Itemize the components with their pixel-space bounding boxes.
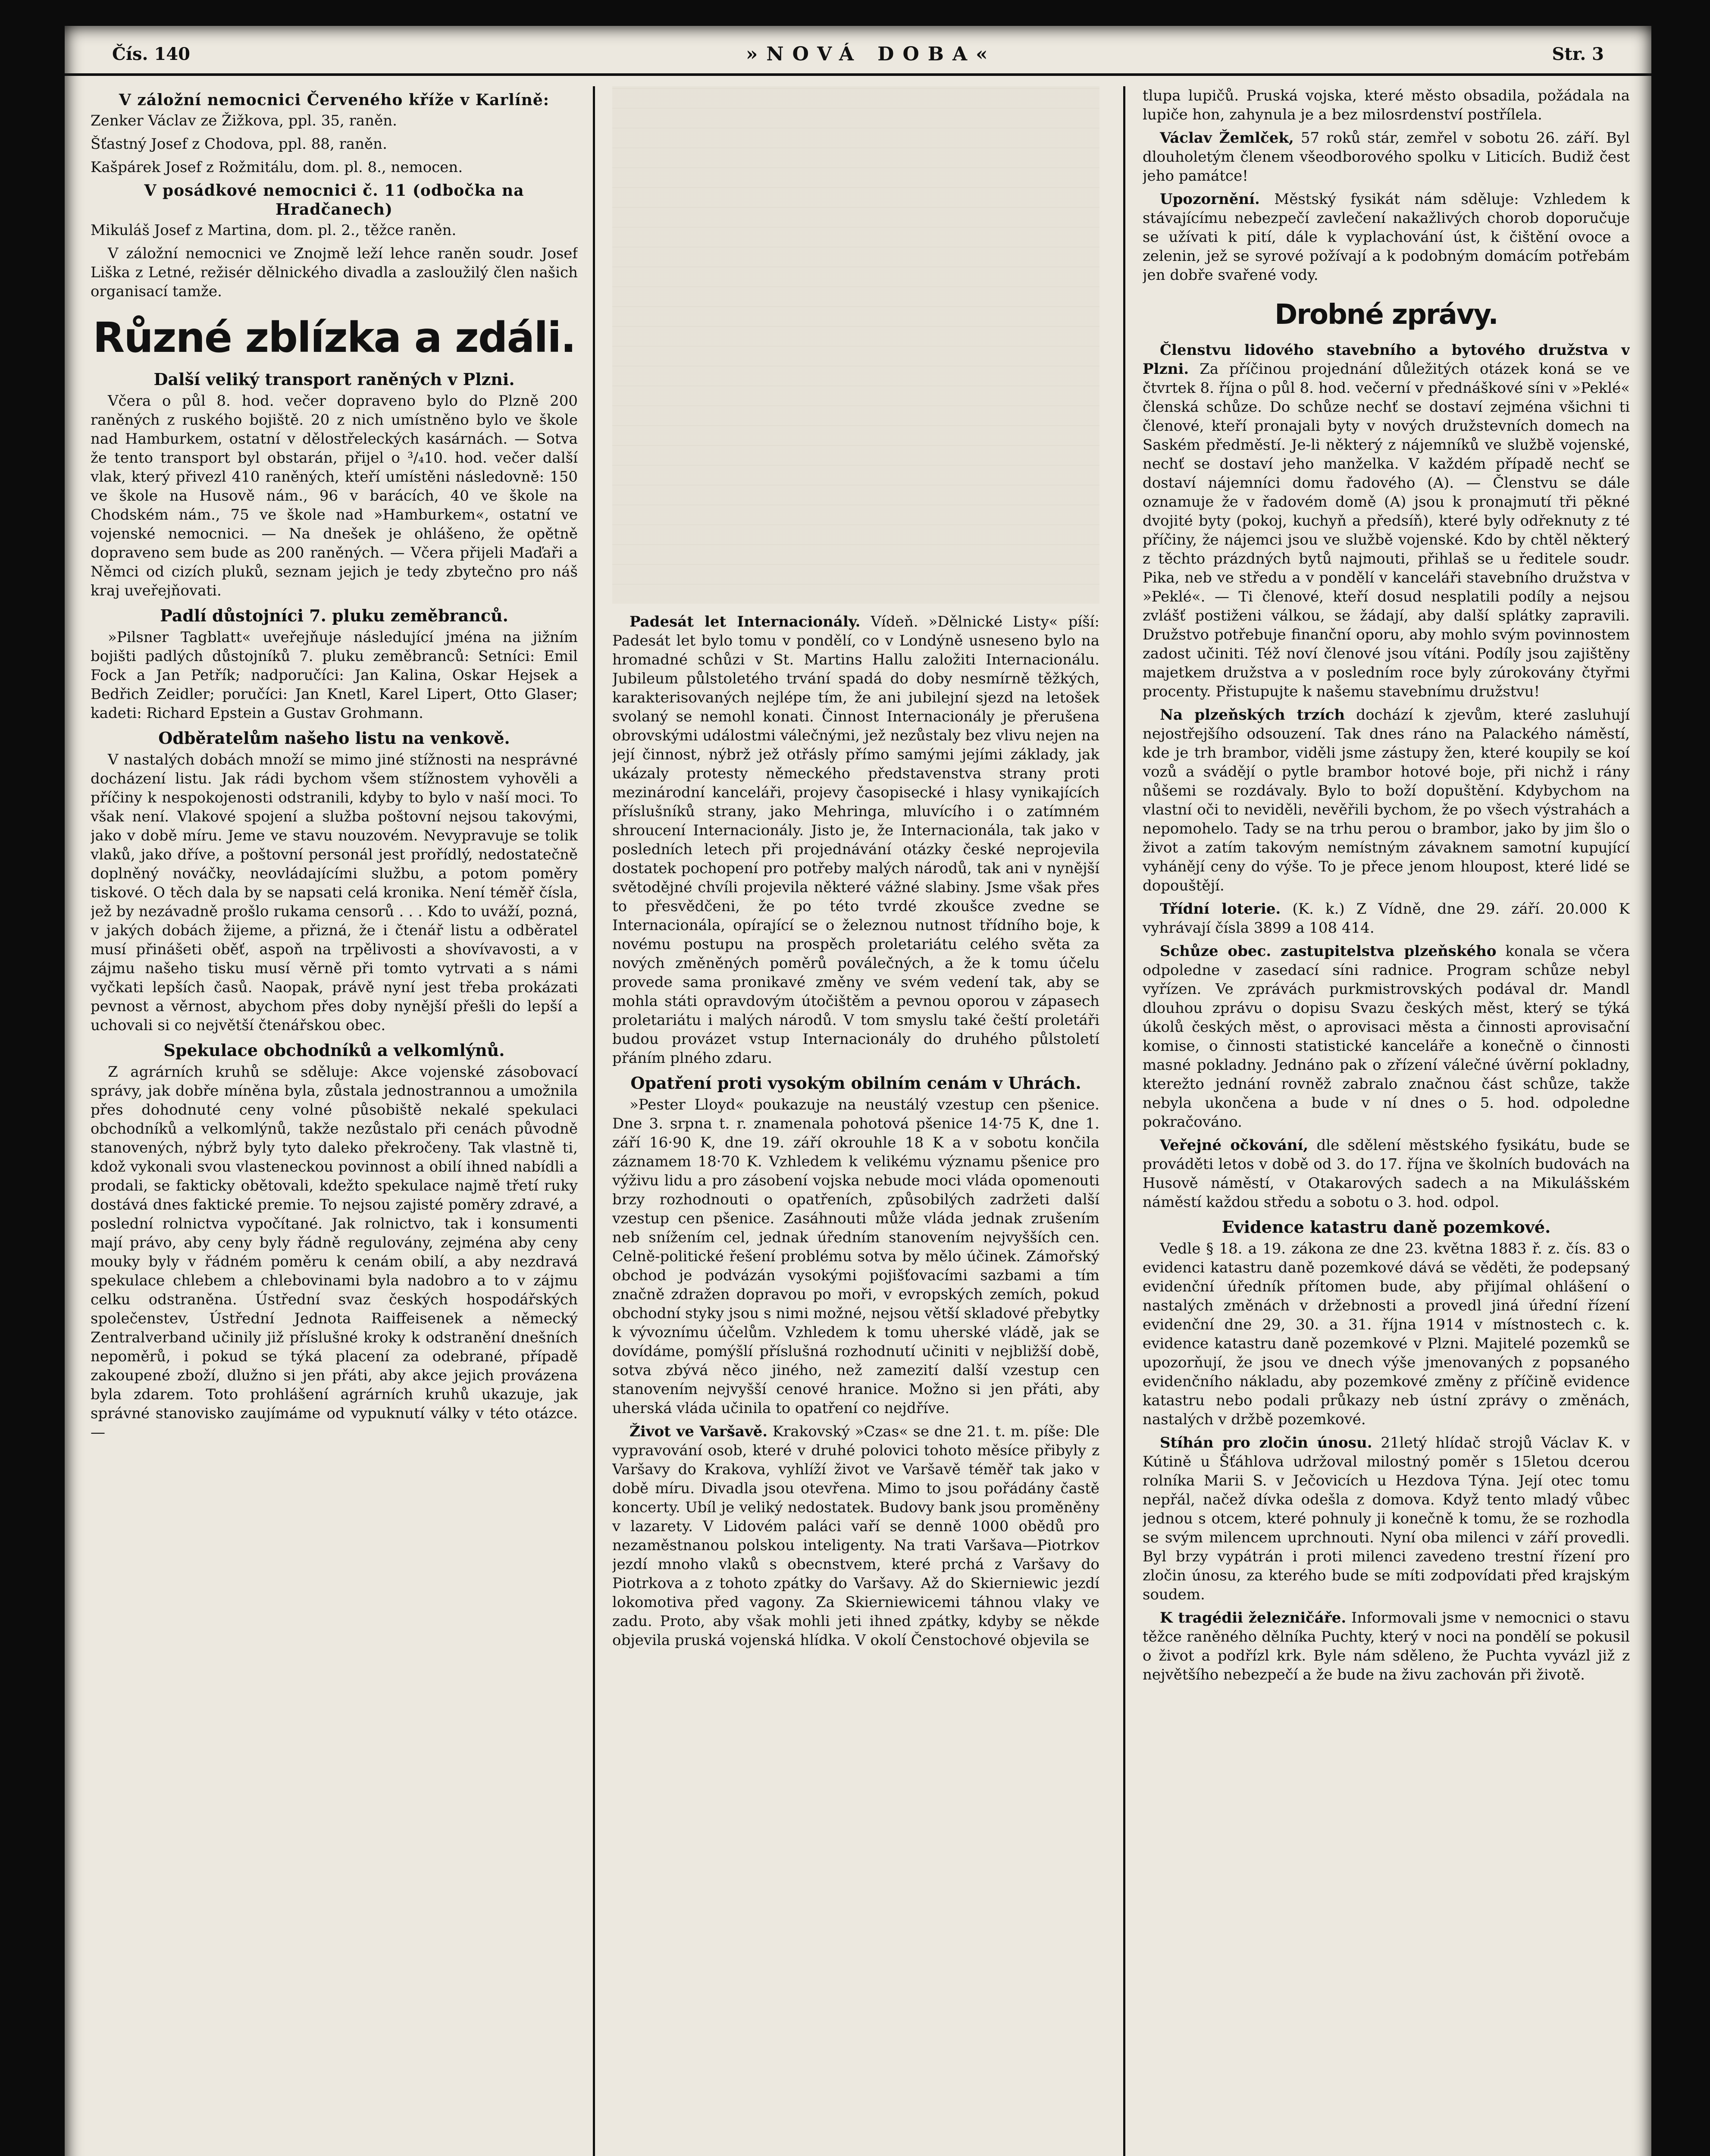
section-title: Drobné zprávy. (1275, 299, 1498, 331)
article-body: Z agrárních kruhů se sděluje: Akce vojenské zásobovací správy, jak dobře míněna byla, zůstala jednostrannou a umožnila přes dohodnuté ceny volné působiště nekalé spekulaci obchodníků a velkomlýnů, takže nezůstalo při cenách původně stanovených, nýbrž byly tyto daleko překročeny. Tak vlastně ti, kdož vykonali svou vlasteneckou povinnost a obilí ihned nabídli a prodali, se fakticky obětovali, kdežto spekulace najmě třetí ruky dostává dnes faktické premie. To nejsou zajisté poměry zdravé, a poslední rolnictva vypočítané. Jak rolnictvo, tak i konsumenti mají právo, aby ceny byly řádně regulovány, zejména aby ceny mouky byly v řádném poměru k cenám obilí, a aby nezdravá spekulace chlebem a chlebovinami byla nadobro a to v zájmu celku odstraněna. Ústřední svaz českých hospodářských společenstev, Ústřední Jednota Raiffeisenek a německý Zentralverband učinily již příslušné kroky k odstranění dnešních nepoměrů, i pokud se týká placení za odebrané, případě zakoupené zboží, dlužno si jen přáti, aby akce jejich provázena byla zdarem. Toto prohlášení agrárních kruhů ukazuje, jak správné stanovisko zaujímáme od vypuknutí války v této otázce. — (91, 1063, 578, 1441)
columns (65, 86, 1651, 2156)
article-headline: Opatření proti vysokým obilním cenám v Uhrách. (630, 1073, 1081, 1093)
article-text: Za příčinou projednání důležitých otázek koná se ve čtvrtek 8. října o půl 8. hod. večerní v přednáškové síni v »Peklé« členská schůze. Do schůze nechť se dostaví zejména všichni ti členové, kteří pronajali byty v nových družstevních domech na Saském předměstí. Je-li některý z nájemníků ve službě vojenské, nechť se dostaví jeho manželka. V každém případě nechť se dostaví nájemníci domu řadového (A). — Členstvu se dále oznamuje že v řadovém domě (A) jsou k pronajmutí tři pěkné dvojité byty (pokoj, kuchyň a předsíň), které byly odřeknuty z té příčiny, že nájemci jsou ve službě vojenské. Kdo by chtěl některý z těchto prázdných bytů najmouti, přihlaš se u ředitele soudr. Pika, neb ve středu a v pondělí v kanceláři stavebního družstva v »Peklé«. — Ti členové, kteří dosud nesplatili podíly a nejsou zvlášť postiženi válkou, se žádají, aby další splátky zapravili. Družstvo potřebuje finanční oporu, aby mohlo svým povinnostem zadost učiniti. Též noví členové jsou vítáni. Podíly jsou zajištěny majetkem družstva a v posledním roce byly zúrokovány čtyřmi procenty. Přistupujte k našemu stavebnímu družstvu! (1143, 360, 1630, 700)
article-body (612, 1422, 1099, 1650)
hospital-heading: V záložní nemocnici Červeného kříže v Karlíně: (119, 91, 550, 109)
section-title: Různé zblízka a zdáli. (93, 313, 576, 362)
article-headline: Evidence katastru daně pozemkové. (1221, 1217, 1551, 1237)
article-text: dochází k zjevům, které zasluhují nejostřejšího odsouzení. Tak dnes ráno na Palackého náměstí, kde je trh brambor, viděli jsme zástupy žen, které koupily se koí vozů a svádějí o pytle brambor hotové boje, při nichž i rány nůšemi se rozdávaly. Bylo to boží dopuštění. Kdybychom na vlastní oči to neviděli, nevěřili bychom, že po všech výstrahách a nepomohelo. Tady se na trhu perou o brambor, jako by jim šlo o život a zatím takovým nemístným závaknem samotní kupující vyhánějí ceny do výše. To je přece jenom hloupost, které lidé se dopouštějí. (1143, 706, 1630, 894)
article-text: Krakovský »Czas« se dne 21. t. m. píše: Dle vypravování osob, které v druhé polovici tohoto měsíce přibyly z Varšavy do Krakova, vyhlíží život ve Varšavě téměř tak jako v době míru. Divadla jsou otevřena. Mimo to jsou pořádány častě koncerty. Ubíl je veliký nedostatek. Budovy bank jsou proměněny v lazarety. V Lidovém paláci vaří se denně 1000 obědů pro nezaměstnanou polskou inteligenty. Na trati Varšava—Piotrkov jezdí mnoho vlaků s obecnstvem, které prchá z Varšavy do Piotrkova a z tohoto zpátky do Varšavy. Až do Skierniewic jezdí lokomotiva před vagony. Za Skierniewicemi táhnou vlaky ve zadu. Proto, aby však mohli jeti ihned zpátky, kdyby se někde objevila pruská vojenská hlídka. V okolí Čenstochové objevila se (612, 1423, 1099, 1649)
article-text: konala se včera odpoledne v zasedací síni radnice. Program schůze nebyl vyřízen. Ve zprávách purkmistrovských podával dr. Mandl dlouhou zprávu o dopisu Svazu českých měst, který se týká úkolů českých měst, o aprovisaci města a činnosti aprovisační komise, o činnosti statistické kanceláře a konečně o činnosti masné pokladny. Jednáno pak o zřízení válečné úvěrní pokladny, kterežto jednání rovněž zabralo značnou část schůze, takže nebyla ukončena a bude v ní dnes o 5. hod. odpoledne pokračováno. (1143, 943, 1630, 1131)
article-body (1143, 341, 1630, 701)
article-body: »Pester Lloyd« poukazuje na neustálý vzestup cen pšenice. Dne 3. srpna t. r. znamenala pohotová pšenice 14·75 K, dne 1. září 16·90 K, dne 19. září okrouhle 18 K a v sobotu končila záznamem 18·70 K. Vzhledem k velikému významu pšenice pro výživu lidu a pro zásobení vojska nebude moci vláda opomenouti brzy rozhodnouti o opatřeních, způsobilých zadržeti další vzestup cen pšenice. Zasáhnouti může vláda jednak zrušením neb snížením cel, jednak úředním stanovením nejvyšších cen. Celně-politické řešení problému sotva by mělo účinek. Zámořský obchod je podvázán vysokými pojišťovacími sazbami a tím značně zdražen dopravou po moři, v evropských zemích, pokud obchodní styky jsou s nimi možné, nejsou větší skladové přebytky k vývoznímu účelům. Vzhledem k tomu uherské vládě, jak se dovídáme, pomýšlí příslušná rozhodnutí učiniti v nejbližší době, sotva zbývá něco jiného, než zamezití další vzestup cen stanovením nejvyšší cenové hranice. Možno si jen přáti, aby uherská vláda učinila to opatření co nejdříve. (612, 1096, 1099, 1417)
article-headline: Schůze obec. zastupitelstva plzeňského (1160, 943, 1497, 960)
article-text: Vídeň. »Dělnické Listy« píší: Padesát let bylo tomu v pondělí, co v Londýně usneseno bylo na hromadné schůzi v St. Martins Hallu založiti Internacionálu. Jubileum půlstoletého trvání spadá do doby nesmírně těžkých, karakterisovaných nejlépe tím, že ani jubilejní sjezd na letošek svolaný se nemohl konati. Činnost Internacionály je přerušena obrovskými událostmi válečnými, jež nezůstaly bez vlivu nejen na její činnost, nýbrž jež otřásly přímo samými jejími základy, jak ukázaly protesty německého představenstva strany proti mezinárodní kanceláři, projevy časopisecké i hlasy vynikajících příslušníků strany, jako Mehringa, mluvícího i o zatímném shroucení Internacionály. Jisto je, že Internacionála, tak jako v posledních letech při projednávání otázky české neprojevila dostatek pochopení pro potřeby malých národů, tak ani v nynější světodějné chvíli projevila některé vážné slabiny. Jsme však přes to přesvědčeni, že po této tvrdé zkoušce zvedne se Internacionála, opírající se o železnou nutnost třídního boje, k novému postupu na prospěch proletariátu celého světa za nových změněných poměrů poválečných, a že k tomu účelu provede sama pronikavé změny ve svém vedení tak, aby se mohla státi opravdovým útočištěm a pevnou oporou v zápasech proletariátu i malých národů. V tom smyslu také čeští proletáři budou provázet vstup Internacionály do druhého půlstoletí přáním plného zdaru. (612, 613, 1099, 1067)
article-text: 21letý hlídač strojů Václav K. v Kútině u Šťáhlova udržoval milostný poměr s 15letou dcerou rolníka Marii S. v Ječovicích u Hezdova Týna. Její otec tomu nepřál, načež dívka odešla z domova. Když tento mladý vůbec jednou s otcem, které pohnuly ji konečně k tomu, že se rozhodla se svým milencem uprchnouti. Nyní oba milenci v září provedli. Byl brzy vypátrán i proti milenci zavedeno trestní řízení pro zločin únosu, za kterého bude se míti zodpovídati před krajským soudem. (1143, 1434, 1630, 1603)
column-right (1143, 86, 1630, 2156)
article-body (612, 612, 1099, 1068)
hospital-line: Kašpárek Josef z Rožmitálu, dom. pl. 8., nemocen. (91, 159, 463, 176)
article-body (1143, 1433, 1630, 1604)
article-body (1143, 1608, 1630, 1684)
censored-area (612, 86, 1099, 604)
article-body (1143, 899, 1630, 937)
masthead (65, 34, 1651, 76)
article-headline: Stíhán pro zločin únosu. (1160, 1434, 1372, 1451)
hospital-line: Zenker Václav ze Žižkova, ppl. 35, raněn. (91, 112, 397, 129)
article-body (1143, 942, 1630, 1131)
article-body (1143, 128, 1630, 185)
column-rule (593, 86, 595, 2156)
column-left (91, 86, 578, 2156)
hospital-note: V záložní nemocnici ve Znojmě leží lehce raněn soudr. Josef Liška z Letné, režisér dělnického divadla a zasloužilý člen našich organisací tamže. (91, 245, 578, 300)
column-middle (612, 86, 1099, 2156)
column-rule (1123, 86, 1125, 2156)
article-body: V nastalých dobách množí se mimo jiné stížnosti na nesprávné docházení listu. Jak rádi bychom všem stížnostem vyhověli a příčiny k nespokojenosti odstranili, kdyby to bylo v naší moci. To však není. Vlakové spojení a služba poštovní nejsou takovými, jako v době míru. Jeme ve stavu nouzovém. Nevypravuje se tolik vlaků, jako dříve, a poštovní personál jest prořídlý, nedostatečně doplněný nováčky, neovládajícími službu, a potom poměry tiskové. O těch dala by se napsati celá kronika. Není téměř čísla, jež by nezávadně prošlo rukama censorů . . . Kdo to uváží, pozná, v jakých dobách žijeme, a přizná, že i čtenář listu a odběratel musí přinášeti oběť, aspoň na trpělivosti a shovívavosti, a v zájmu našeho tisku musí věrně při tomto vytrvati a s námi vyčkati lepších časů. Naopak, právě nyní jest třeba prokázati pevnost a věrnost, abychom přes doby nynější přešli do lepší a uchovali si co největší čtenářskou obec. (91, 751, 578, 1034)
article-body: Včera o půl 8. hod. večer dopraveno bylo do Plzně 200 raněných z ruského bojiště. 20 z nich umístněno bylo ve škole nad Hamburkem, ostatní v dělostřeleckých kasárnách. — Sotva že tento transport byl obstarán, přijel o ³/₄10. hod. večer další vlak, který přivezl 410 raněných, kteří umístěni následovně: 150 ve škole na Husově nám., 96 v barácích, 40 ve škole na Chodském nám., 75 ve škole nad »Hamburkem«, ostatní ve vojenské nemocnici. — Na dnešek je ohlášeno, že opětně dopraveno sem bude as 200 raněných. — Včera přijeli Maďaři a Němci od cizích pluků, seznam jejich je tedy zbytečno pro náš kraj uveřejňovati. (91, 392, 578, 599)
article-headline: Členstvu lidového stavebního a bytového družstva v Plzni. (1143, 342, 1630, 378)
page-number: Str. 3 (1552, 44, 1604, 64)
article-headline: Veřejné očkování, (1160, 1137, 1309, 1154)
article-headline: Třídní loterie. (1160, 900, 1281, 918)
article-body: Vedle § 18. a 19. zákona ze dne 23. května 1883 ř. z. čís. 83 o evidenci katastru daně pozemkové dává se věděti, že podepsaný evidenční úředník přítomen bude, aby přijímal ohlášení o nastalých změnách v držebnosti a provedl jiná úřední řízení evidenční dne 29, 30. a 31. října 1914 v místnostech c. k. evidence katastru daně pozemkové v Plzni. Majitelé pozemků se upozorňují, že jsou ve dnech výše jmenovaných z popsaného evidenčního nákladu, aby pozemkové změny z příčině evidence katastru nebo podali průkazy neb ústní zprávy o změnách, nastalých v držbě pozemkové. (1143, 1240, 1630, 1428)
article-text: 57 roků stár, zemřel v sobotu 26. září. Byl dlouholetým členem všeodborového spolku v Liticích. Budiž čest jeho památce! (1143, 129, 1630, 185)
article-body: »Pilsner Tagblatt« uveřejňuje následující jména na jižním bojišti padlých důstojníků 7. pluku zeměbranců: Setníci: Emil Fock a Jan Petřík; nadporučíci: Jan Kalina, Oskar Hejsek a Bedřich Zeidler; poručíci: Jan Knetl, Karel Lipert, Otto Glaser; kadeti: Richard Epstein a Gustav Grohmann. (91, 629, 578, 722)
article-headline: K tragédii železničáře. (1160, 1609, 1347, 1626)
article-headline: Na plzeňských trzích (1160, 706, 1345, 724)
article-headline: Život ve Varšavě. (630, 1423, 768, 1440)
article-text: dle sdělení městského fysikátu, bude se prováděti letos v době od 3. do 17. října ve školních budovách na Husově náměstí, v Otakarových sadech a na Mikulášském náměstí každou středu a sobotu o 3. hod. odpol. (1143, 1137, 1630, 1211)
article-headline: Spekulace obchodníků a velkomlýnů. (163, 1040, 505, 1060)
article-body (1143, 190, 1630, 285)
article-text: Informovali jsme v nemocnici o stavu těžce raněného dělníka Puchty, který v noci na pondělí se pokusil o život a podřízl krk. Byle nám sděleno, že Puchta vyvázl již z největšího nebezpečí a že bude na živu zachován při životě. (1143, 1609, 1630, 1683)
hospital-line: Mikuláš Josef z Martina, dom. pl. 2., těžce raněn. (91, 222, 457, 239)
article-headline: Upozornění. (1160, 191, 1260, 208)
article-body (1143, 705, 1630, 895)
article-continuation: tlupa lupičů. Pruská vojska, které město obsadila, požádala na lupiče hon, zahynula je a bez milosrdenství postřílela. (1143, 87, 1630, 123)
article-headline: Odběratelům našeho listu na venkově. (158, 728, 510, 748)
article-headline: Padesát let Internacionály. (630, 613, 861, 630)
article-text: (K. k.) Z Vídně, dne 29. září. 20.000 K vyhrávají čísla 3899 a 108 414. (1143, 900, 1630, 937)
hospital-heading: V posádkové nemocnici č. 11 (odbočka na Hradčanech) (144, 182, 524, 219)
article-headline: Padlí důstojníci 7. pluku zeměbranců. (160, 606, 508, 625)
newspaper-title: »NOVÁ DOBA« (745, 43, 996, 65)
article-headline: Václav Žemlček, (1160, 129, 1294, 147)
article-body (1143, 1136, 1630, 1212)
article-headline: Další veliký transport raněných v Plzni. (153, 370, 515, 389)
newspaper-page (65, 26, 1651, 2156)
hospital-line: Šťastný Josef z Chodova, ppl. 88, raněn. (91, 135, 387, 153)
article-text: Městský fysikát nám sděluje: Vzhledem k stávajícímu nebezpečí zavlečení nakažlivých chorob doporučuje se užívati k pití, dále k vyplachování úst, k čištění ovoce a zelenin, jež se syrové požívají a k podobným domácím potřebám jen dobře svařené vody. (1143, 191, 1630, 284)
issue-number: Čís. 140 (112, 44, 190, 64)
